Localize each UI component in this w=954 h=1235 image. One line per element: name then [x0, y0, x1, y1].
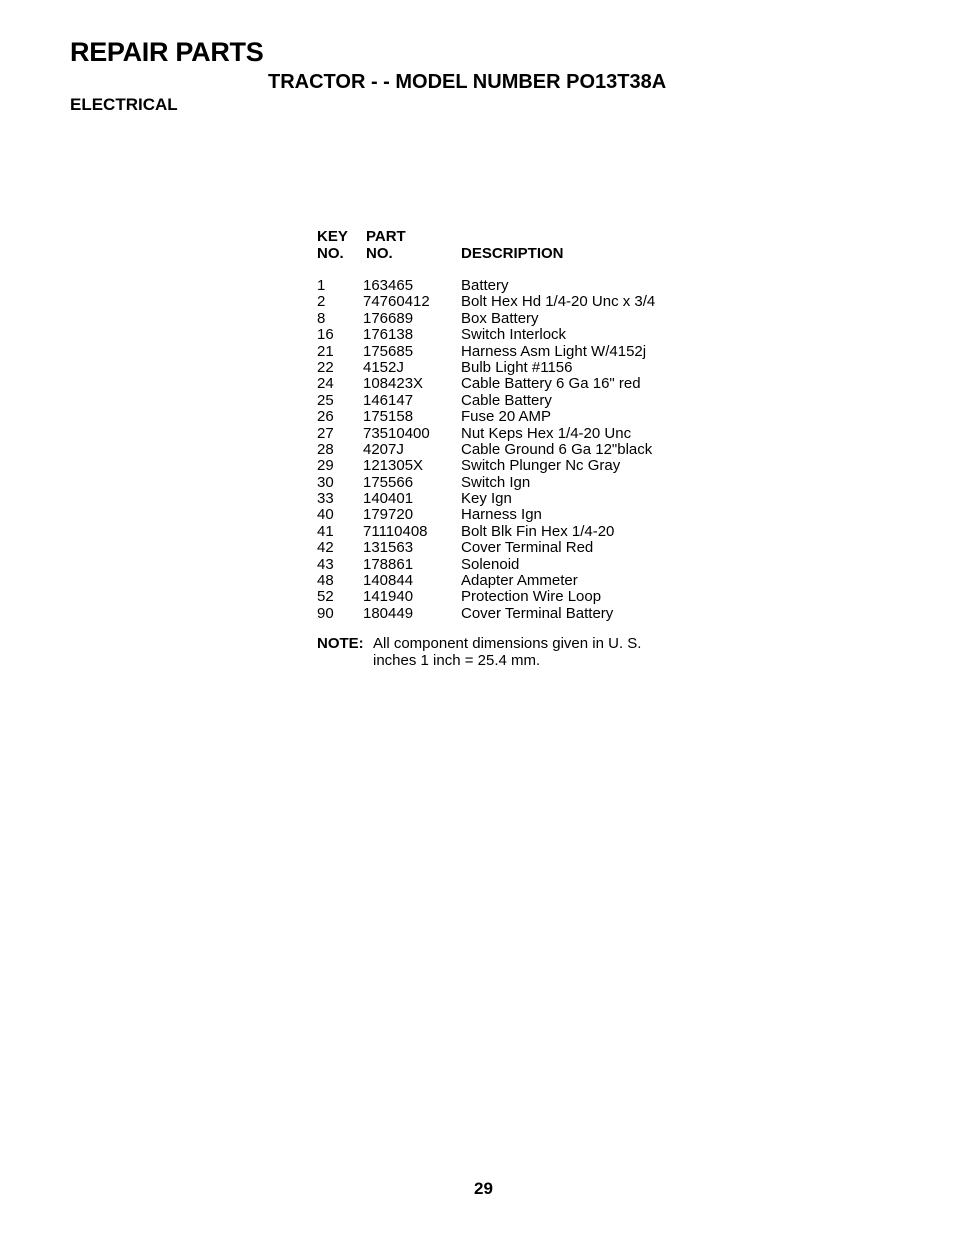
part-no-cell: 175158 — [363, 408, 414, 426]
note-text: All component dimensions given in U. S. inches 1 inch = 25.4 mm. — [373, 635, 642, 669]
part-no-cell: 140401 — [363, 490, 414, 508]
description-cell: Protection Wire Loop — [461, 588, 602, 606]
key-no-cell: 1 — [317, 277, 326, 294]
section-heading: ELECTRICAL — [70, 95, 178, 114]
part-no-cell: 71110408 — [363, 522, 428, 540]
description-cell: Switch Interlock — [461, 326, 567, 344]
part-no-cell: 176138 — [363, 326, 414, 344]
part-no-cell: 163465 — [363, 277, 414, 294]
key-no-cell: 21 — [317, 342, 334, 360]
key-no-cell: 43 — [317, 555, 334, 573]
description-cell: Fuse 20 AMP — [461, 408, 552, 426]
description-cell: Box Battery — [461, 309, 539, 327]
description-cell: Cover Terminal Red — [461, 539, 594, 557]
part-no-cell: 131563 — [363, 539, 414, 557]
model-subtitle: TRACTOR - - MODEL NUMBER PO13T38A — [268, 71, 667, 93]
part-no-cell: 175566 — [363, 473, 414, 491]
key-no-cell: 42 — [317, 539, 334, 557]
part-no-cell: 4152J — [363, 358, 404, 376]
description-cell: Switch Plunger Nc Gray — [461, 457, 621, 475]
key-no-cell: 28 — [317, 440, 334, 458]
key-no-cell: 26 — [317, 408, 334, 426]
key-no-cell: 22 — [317, 358, 334, 376]
part-no-cell: 74760412 — [363, 293, 430, 311]
description-cell: Cable Ground 6 Ga 12"black — [461, 440, 653, 458]
description-cell: Harness Asm Light W/4152j — [461, 342, 647, 360]
part-no-cell: 176689 — [363, 309, 414, 327]
key-no-cell: 30 — [317, 473, 334, 491]
description-cell: Bolt Blk Fin Hex 1/4-20 — [461, 522, 615, 540]
key-no-cell: 25 — [317, 391, 334, 409]
description-cell: Key Ign — [461, 490, 512, 508]
part-no-cell: 140844 — [363, 572, 414, 590]
key-no-cell: 2 — [317, 293, 326, 311]
description-cell: Switch Ign — [461, 473, 531, 491]
part-no-cell: 179720 — [363, 506, 414, 524]
description-cell: Cover Terminal Battery — [461, 604, 614, 622]
key-no-header: KEY NO. — [317, 228, 348, 262]
part-no-cell: 4207J — [363, 440, 404, 458]
part-no-cell: 121305X — [363, 457, 424, 475]
description-cell: Solenoid — [461, 555, 520, 573]
part-no-cell: 180449 — [363, 604, 414, 622]
key-no-cell: 24 — [317, 375, 334, 393]
note-label: NOTE: — [317, 635, 364, 652]
description-header: DESCRIPTION — [461, 244, 564, 262]
key-no-cell: 29 — [317, 457, 334, 475]
part-no-cell: 141940 — [363, 588, 414, 606]
part-no-header: PART NO. — [366, 228, 406, 262]
description-cell: Harness Ign — [461, 506, 542, 524]
key-no-cell: 48 — [317, 572, 334, 590]
key-no-cell: 27 — [317, 424, 334, 442]
description-cell: Adapter Ammeter — [461, 572, 578, 590]
page-number: 29 — [474, 1179, 493, 1198]
description-cell: Cable Battery 6 Ga 16" red — [461, 375, 641, 393]
key-no-cell: 90 — [317, 604, 334, 622]
key-no-cell: 41 — [317, 522, 334, 540]
description-cell: Bulb Light #1156 — [461, 358, 573, 376]
key-no-cell: 8 — [317, 309, 326, 327]
description-cell: Battery — [461, 277, 509, 294]
page-title: REPAIR PARTS — [70, 37, 264, 67]
description-cell: Bolt Hex Hd 1/4-20 Unc x 3/4 — [461, 293, 656, 311]
key-no-cell: 33 — [317, 490, 334, 508]
key-no-cell: 40 — [317, 506, 334, 524]
key-no-cell: 52 — [317, 588, 334, 606]
part-no-cell: 73510400 — [363, 424, 430, 442]
description-cell: Cable Battery — [461, 391, 552, 409]
part-no-cell: 178861 — [363, 555, 414, 573]
description-cell: Nut Keps Hex 1/4-20 Unc — [461, 424, 632, 442]
part-no-cell: 146147 — [363, 391, 414, 409]
part-no-cell: 108423X — [363, 375, 424, 393]
part-no-cell: 175685 — [363, 342, 414, 360]
key-no-cell: 16 — [317, 326, 334, 344]
